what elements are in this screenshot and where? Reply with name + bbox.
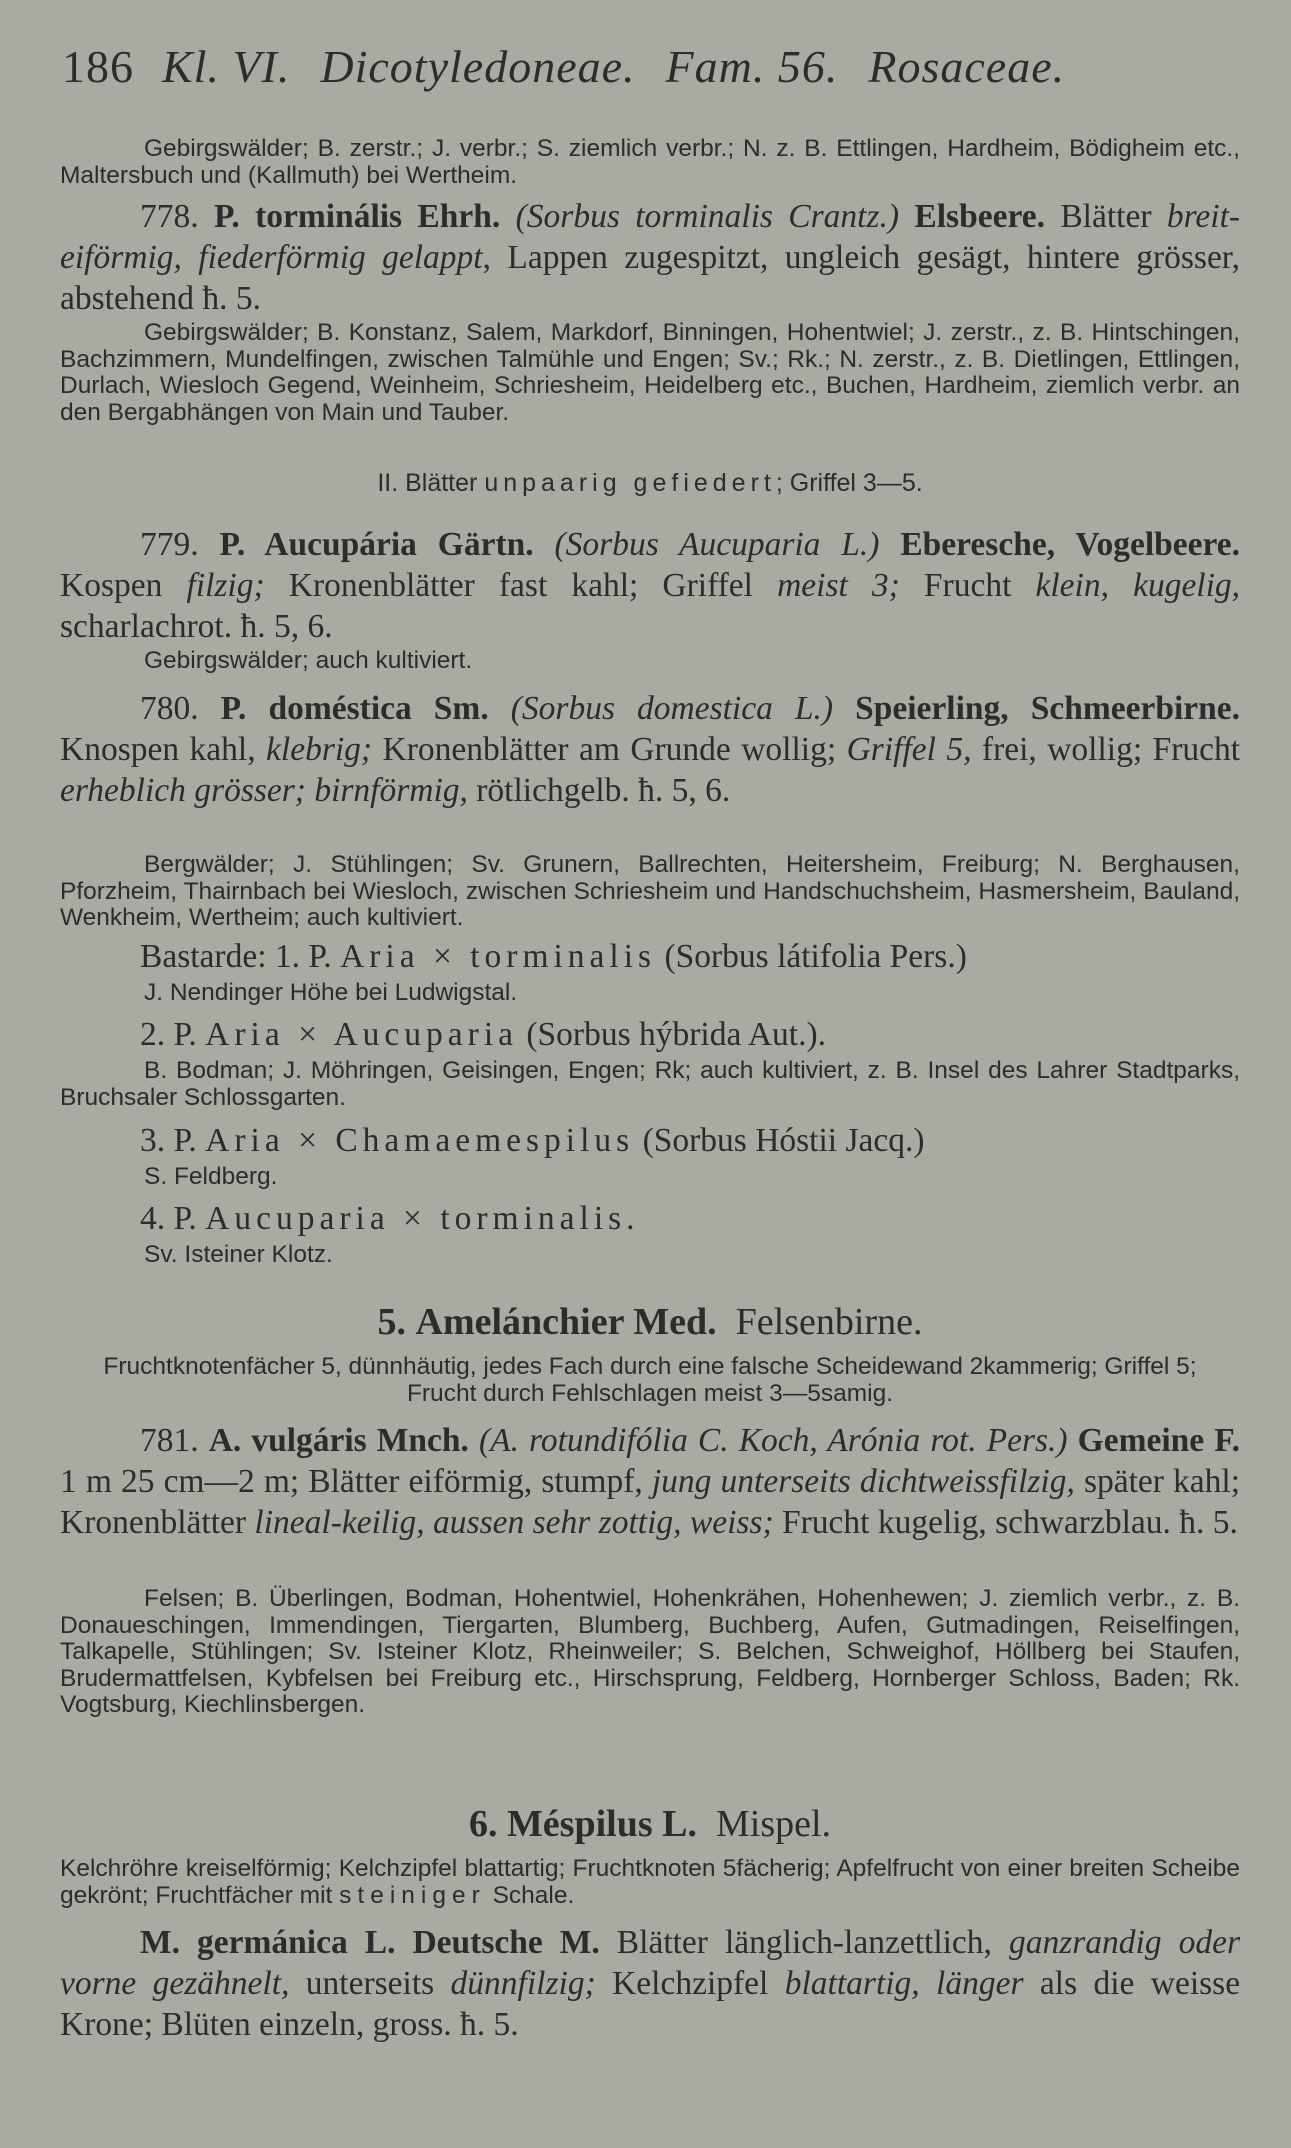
species-text: Kronenblätter fast kahl; Griffel xyxy=(288,567,753,604)
species-text: Kronenblätter am Grunde wollig; xyxy=(382,731,837,768)
species-text-italic: erheblich grösser; birnförmig, xyxy=(60,772,468,809)
species-text: frei, wollig; Frucht xyxy=(981,731,1241,768)
species-text: Knospen kahl, xyxy=(60,731,256,768)
species-text-italic: Griffel 5, xyxy=(846,731,972,768)
hybrid-synonym: (Sorbus látifolia Pers.) xyxy=(664,938,967,975)
hybrid-parents: Aria × Aucuparia xyxy=(205,1016,519,1053)
section-text-spaced: unpaarig gefiedert xyxy=(484,469,776,497)
genus-description xyxy=(60,1856,1240,1909)
distribution-paragraph: Gebirgswälder; B. Konstanz, Salem, Markdorf, Binningen, Hohentwiel; J. zerstr., z. B. Hintschingen, Bachzimmern, Mundelfingen, zwischen Talmühle und Engen; Sv.; Rk.; N. zerstr., z. B. Dietlingen, Ettlingen, Durlach, Wiesloch Gegend, Weinheim, Schriesheim, Heidelberg etc., Buchen, Hardheim, ziemlich verbr. an den Bergabhängen von Main und Tauber. xyxy=(60,319,1240,426)
distribution-paragraph: S. Feldberg. xyxy=(144,1163,278,1190)
hybrid-text: 3. P. xyxy=(140,1122,197,1159)
species-text: als die weisse Krone; Blüten einzeln, gross. ħ. 5. xyxy=(60,1965,1241,2043)
hybrid-text: Bastarde: 1. P. xyxy=(140,938,332,975)
genus-heading-6 xyxy=(60,1802,1240,1846)
genus-name: Méspilus L. xyxy=(506,1803,697,1845)
species-common-name: Speierling, Schmeerbirne. xyxy=(855,690,1241,727)
distribution-paragraph: Gebirgswälder; auch kultiviert. xyxy=(144,647,473,674)
species-synonym: (A. rotundifólia C. Koch, Arónia rot. Pers.) xyxy=(478,1422,1068,1459)
genus-common-name: Felsenbirne. xyxy=(735,1301,923,1343)
genus-common-name: Mispel. xyxy=(715,1803,832,1845)
species-entry-780 xyxy=(60,688,1240,811)
hybrid-synonym: (Sorbus hýbrida Aut.). xyxy=(526,1016,827,1053)
species-name: M. germánica L. xyxy=(140,1924,396,1961)
hybrid-parents: Aria × torminalis xyxy=(340,938,657,975)
section-text: II. Blätter xyxy=(377,469,478,497)
species-text: später kahl; Kronenblätter xyxy=(60,1463,1241,1541)
section-heading xyxy=(60,470,1240,497)
page-number: 186 xyxy=(62,41,134,92)
species-text: rötlichgelb. ħ. 5, 6. xyxy=(476,772,731,809)
species-synonym: (Sorbus torminalis Crantz.) xyxy=(515,198,900,235)
species-text-italic: breit-eiförmig, fiederförmig gelappt xyxy=(60,198,1241,276)
species-number: 780. xyxy=(140,690,199,727)
hybrid-entry-1 xyxy=(60,936,1240,977)
hybrid-entry-2 xyxy=(60,1014,1240,1055)
distribution-paragraph: Felsen; B. Überlingen, Bodman, Hohentwiel, Hohenkrähen, Hohenhewen; J. ziemlich verbr., z. B. Donaueschingen, Immendingen, Tiergarten, Blumberg, Buchberg, Aufen, Gutmadingen, Reiselfingen, Talkapelle, Stühlingen; Sv. Isteiner Klotz, Rheinweiler; S. Belchen, Schweighof, Höllberg bei Staufen, Brudermattfelsen, Kybfelsen bei Freiburg etc., Hirschsprung, Feldberg, Hornberger Schloss, Baden; Rk. Vogtsburg, Kiechlinsbergen. xyxy=(60,1585,1240,1718)
species-text-italic: jung unterseits dichtweissfilzig, xyxy=(651,1463,1075,1500)
species-text: Frucht xyxy=(923,567,1012,604)
distribution-paragraph: Sv. Isteiner Klotz. xyxy=(144,1241,333,1268)
header-class: Kl. VI. xyxy=(162,41,291,92)
genus-number: 6. xyxy=(468,1803,498,1845)
species-text-italic: filzig; xyxy=(186,567,265,604)
hybrid-parents: Aucuparia × torminalis. xyxy=(205,1200,640,1237)
species-number: 778. xyxy=(140,198,199,235)
distribution-paragraph: Gebirgswälder; B. zerstr.; J. verbr.; S. ziemlich verbr.; N. z. B. Ettlingen, Hardheim, Bödigheim etc., Maltersbuch und (Kallmuth) bei Wertheim. xyxy=(60,135,1240,189)
species-entry-781 xyxy=(60,1420,1240,1543)
species-text: Frucht kugelig, schwarzblau. ħ. 5. xyxy=(782,1504,1238,1541)
species-synonym: (Sorbus domestica L.) xyxy=(510,690,834,727)
species-name: A. vulgáris Mnch. xyxy=(208,1422,469,1459)
species-entry-germanica xyxy=(60,1922,1240,2045)
species-common-name: Gemeine F. xyxy=(1077,1422,1240,1459)
distribution-paragraph: J. Nendinger Höhe bei Ludwigstal. xyxy=(144,979,518,1006)
species-name: P. Aucupária Gärtn. xyxy=(219,526,534,563)
species-text: , Lappen zugespitzt, ungleich gesägt, hintere grösser, abstehend ħ. 5. xyxy=(60,239,1240,317)
species-number: 781. xyxy=(140,1422,199,1459)
species-text: Blätter länglich-lanzettlich, xyxy=(616,1924,992,1961)
section-text: ; Griffel 3—5. xyxy=(775,469,923,497)
species-text: unterseits xyxy=(305,1965,435,2002)
species-text-italic: klebrig; xyxy=(266,731,373,768)
header-group: Dicotyledoneae. xyxy=(320,41,636,92)
species-text-italic: lineal-keilig, aussen sehr zottig, weiss; xyxy=(254,1504,774,1541)
species-text: Kelchzipfel xyxy=(612,1965,769,2002)
species-text: 1 m 25 cm—2 m; Blätter eiförmig, stumpf, xyxy=(60,1463,643,1500)
species-common-name: Deutsche M. xyxy=(412,1924,600,1961)
species-common-name: Elsbeere. xyxy=(914,198,1045,235)
species-text-italic: ganzrandig oder vorne gezähnelt, xyxy=(60,1924,1241,2002)
genus-heading-5 xyxy=(60,1300,1240,1344)
hybrid-entry-3 xyxy=(60,1120,1240,1161)
header-family-number: Fam. 56. xyxy=(665,41,839,92)
species-text-italic: klein, kugelig, xyxy=(1035,567,1241,604)
hybrid-parents: Aria × Chamaemespilus xyxy=(205,1122,635,1159)
species-text-italic: meist 3; xyxy=(777,567,900,604)
species-text-italic: blattartig, länger xyxy=(784,1965,1024,2002)
genus-desc-spaced: steiniger xyxy=(339,1881,486,1909)
hybrid-synonym: (Sorbus Hóstii Jacq.) xyxy=(642,1122,925,1159)
species-entry-778 xyxy=(60,196,1240,319)
distribution-paragraph: B. Bodman; J. Möhringen, Geisingen, Engen; Rk; auch kultiviert, z. B. Insel des Lahrer Stadtparks, Bruchsaler Schlossgarten. xyxy=(60,1057,1240,1111)
species-name: P. doméstica Sm. xyxy=(220,690,489,727)
species-text: scharlachrot. ħ. 5, 6. xyxy=(60,608,333,645)
species-text-italic: dünnfilzig; xyxy=(450,1965,596,2002)
species-text: Kospen xyxy=(60,567,163,604)
genus-number: 5. xyxy=(377,1301,407,1343)
species-entry-779 xyxy=(60,524,1240,647)
running-header xyxy=(62,40,1242,93)
species-synonym: (Sorbus Aucuparia L.) xyxy=(554,526,880,563)
genus-desc-text: Kelchröhre kreiselförmig; Kelchzipfel blattartig; Fruchtknoten 5fächerig; Apfelfrucht von einer breiten Scheibe gekrönt; Fruchtfächer mit xyxy=(60,1855,1240,1909)
hybrid-text: 4. P. xyxy=(140,1200,197,1237)
species-text: Blätter xyxy=(1060,198,1152,235)
species-name: P. torminális Ehrh. xyxy=(213,198,501,235)
genus-name: Amelánchier Med. xyxy=(415,1301,717,1343)
genus-description: Fruchtknotenfächer 5, dünnhäutig, jedes Fach durch eine falsche Scheidewand 2kammerig; Griffel 5; Frucht durch Fehlschlagen meist 3—5samig. xyxy=(103,1353,1197,1407)
genus-desc-text: Schale. xyxy=(492,1881,575,1909)
species-common-name: Eberesche, Vogelbeere. xyxy=(900,526,1241,563)
hybrid-text: 2. P. xyxy=(140,1016,197,1053)
header-family-name: Rosaceae. xyxy=(868,41,1066,92)
species-number: 779. xyxy=(140,526,199,563)
hybrid-entry-4 xyxy=(60,1198,1240,1239)
distribution-paragraph: Bergwälder; J. Stühlingen; Sv. Grunern, Ballrechten, Heitersheim, Freiburg; N. Berghausen, Pforzheim, Thairnbach bei Wiesloch, zwischen Schriesheim und Handschuchsheim, Hasmersheim, Bauland, Wenkheim, Wertheim; auch kultiviert. xyxy=(60,851,1240,931)
